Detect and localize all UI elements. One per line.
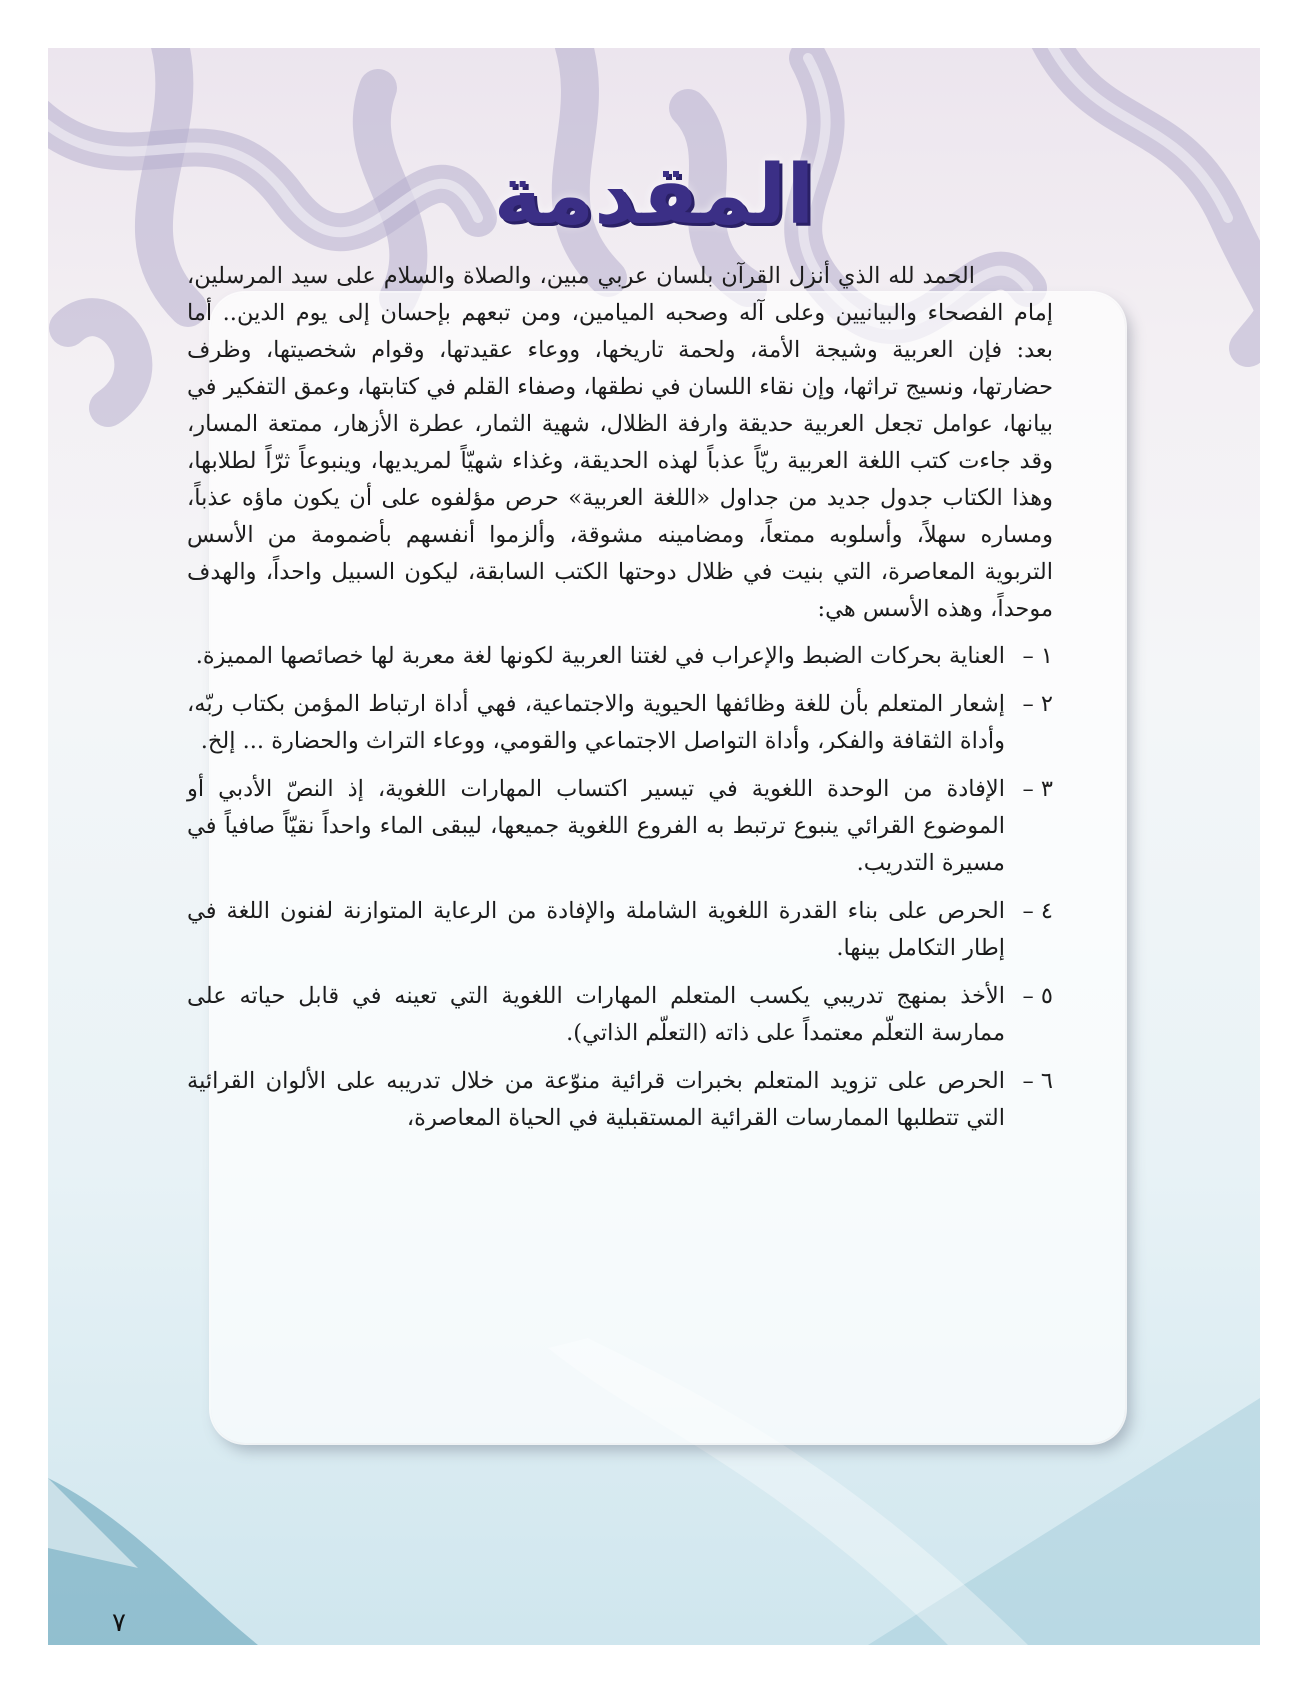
list-item xyxy=(187,638,1053,675)
page-number: ٧ xyxy=(112,1608,126,1638)
item-text: العناية بحركات الضبط والإعراب في لغتنا العربية لكونها لغة معربة لها خصائصها المميزة. xyxy=(195,643,1005,669)
item-number: ٢ – xyxy=(1022,691,1053,717)
item-text: الأخذ بمنهج تدريبي يكسب المتعلم المهارات اللغوية التي تعينه في قابل حياته على ممارسة التعلّم معتمداً على ذاته (التعلّم الذاتي). xyxy=(187,983,1005,1046)
item-number: ٤ – xyxy=(1022,898,1053,924)
page-title: المقدمة xyxy=(493,148,815,243)
item-number: ٣ – xyxy=(1022,776,1053,802)
item-number: ١ – xyxy=(1022,643,1053,669)
list-item xyxy=(187,686,1053,760)
item-text: الحرص على تزويد المتعلم بخبرات قرائية منوّعة من خلال تدريبه على الألوان القرائية التي تتطلبها الممارسات القرائية المستقبلية في الحياة المعاصرة، xyxy=(187,1068,1005,1131)
introduction-body xyxy=(187,258,1053,1148)
item-text: الإفادة من الوحدة اللغوية في تيسير اكتساب المهارات اللغوية، إذ النصّ الأدبي أو الموضوع القرائي ينبوع ترتبط به الفروع اللغوية جميعها، ليبقى الماء واحداً نقيّاً صافياً في مسيرة التدريب. xyxy=(187,776,1005,876)
list-item xyxy=(187,893,1053,967)
intro-paragraph: الحمد لله الذي أنزل القرآن بلسان عربي مبين، والصلاة والسلام على سيد المرسلين، إمام الفصحاء والبيانيين وعلى آله وصحبه الميامين، ومن تبعهم بإحسان إلى يوم الدين.. أما بعد: فإن العربية وشيجة الأمة، ولحمة تاريخها، ووعاء عقيدتها، وقوام شخصيتها، وظرف حضارتها، ونسيج تراثها، وإن نقاء اللسان في نطقها، وصفاء القلم في كتابتها، وعمق التفكير في بيانها، عوامل تجعل العربية حديقة وارفة الظلال، شهية الثمار، عطرة الأزهار، ممتعة المسار، وقد جاءت كتب اللغة العربية ريّاً عذباً لهذه الحديقة، وغذاء شهيّاً لمريديها، وينبوعاً ثرّاً لطلابها، وهذا الكتاب جدول جديد من جداول «اللغة العربية» حرص مؤلفوه على أن يكون ماؤه عذباً، ومساره سهلاً، وأسلوبه ممتعاً، ومضامينه مشوقة، وألزموا أنفسهم بأضمومة من الأسس التربوية المعاصرة، التي بنيت في ظلال دوحتها الكتب السابقة، ليكون السبيل واحداً، والهدف موحداً، وهذه الأسس هي: xyxy=(187,263,1053,622)
item-number: ٦ – xyxy=(1022,1068,1053,1094)
item-text: إشعار المتعلم بأن للغة وظائفها الحيوية والاجتماعية، فهي أداة ارتباط المؤمن بكتاب ربّه، وأداة الثقافة والفكر، وأداة التواصل الاجتماعي والقومي، ووعاء التراث والحضارة ... إلخ. xyxy=(187,691,1005,754)
list-item xyxy=(187,978,1053,1052)
item-number: ٥ – xyxy=(1022,983,1053,1009)
item-text: الحرص على بناء القدرة اللغوية الشاملة والإفادة من الرعاية المتوازنة لفنون اللغة في إطار التكامل بينها. xyxy=(187,898,1005,961)
list-item xyxy=(187,1063,1053,1137)
list-item xyxy=(187,771,1053,882)
